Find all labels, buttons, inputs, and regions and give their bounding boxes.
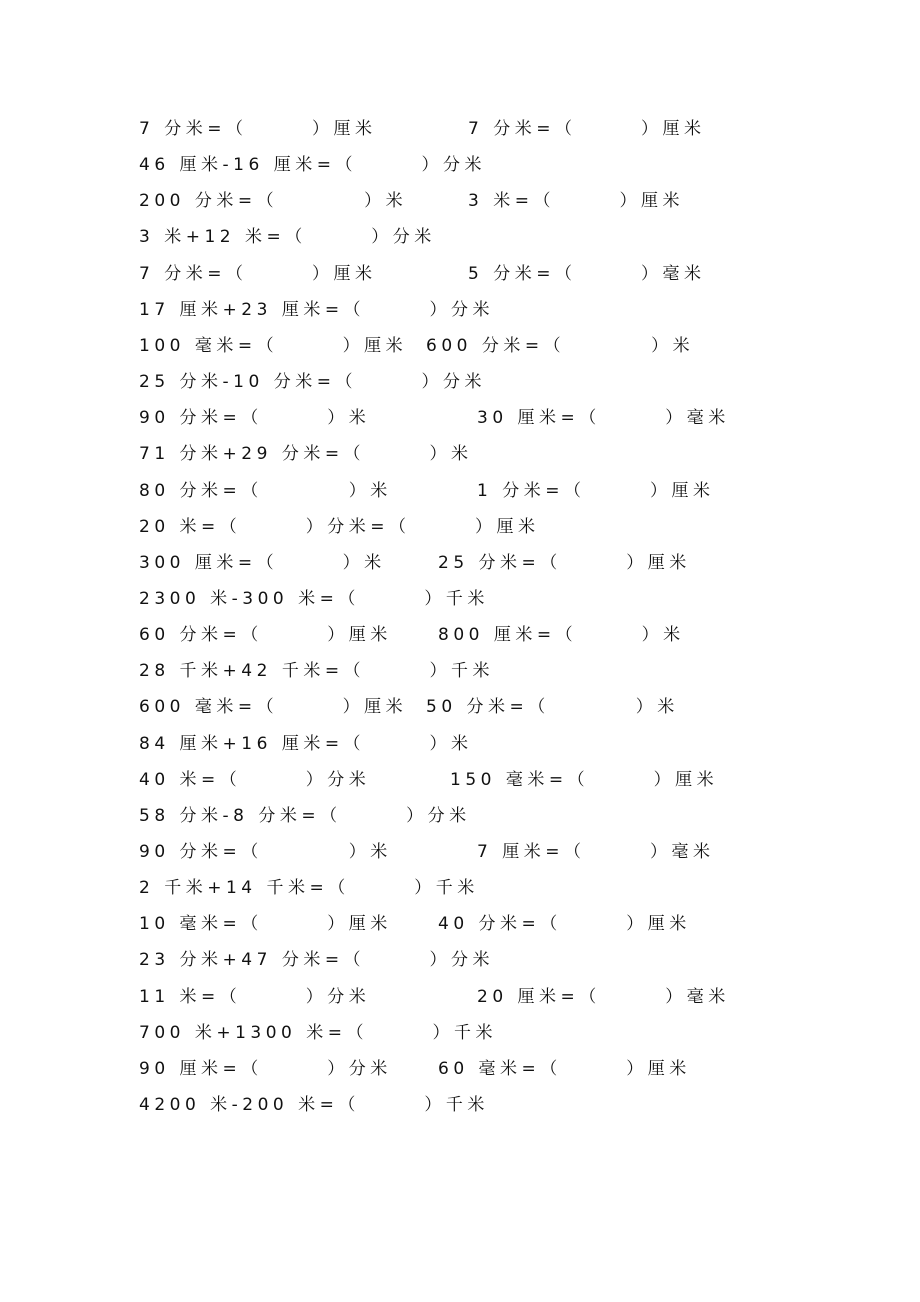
exercise-left: 25 分米-10 分米=（ ）分米	[139, 372, 486, 392]
exercise-line	[0, 947, 920, 977]
exercise-line	[0, 405, 920, 435]
exercise-right: 3 米=（ ）厘米	[468, 191, 684, 212]
exercise-left: 7 分米=（ ）厘米	[139, 263, 377, 284]
exercise-left: 300 厘米=（ ）米	[139, 552, 386, 573]
exercise-line	[0, 224, 920, 254]
exercise-line	[0, 441, 920, 471]
exercise-right: 40 分米=（ ）厘米	[438, 914, 691, 935]
exercise-line	[0, 514, 920, 544]
exercise-right: 1 分米=（ ）厘米	[477, 480, 715, 501]
exercise-line	[0, 152, 920, 182]
exercise-line	[0, 767, 920, 797]
exercise-line	[0, 622, 920, 652]
exercise-line	[0, 297, 920, 327]
exercise-right: 600 分米=（ ）米	[426, 335, 695, 356]
exercise-line	[0, 550, 920, 580]
exercise-left: 20 米=（ ）分米=（ ）厘米	[139, 516, 540, 537]
exercise-right: 30 厘米=（ ）毫米	[477, 408, 730, 429]
exercise-line	[0, 658, 920, 688]
exercise-line	[0, 731, 920, 761]
exercise-left: 23 分米+47 分米=（ ）分米	[139, 950, 495, 971]
exercise-right: 7 分米=（ ）厘米	[468, 119, 706, 139]
exercise-left: 200 分米=（ ）米	[139, 191, 408, 212]
exercise-left: 2 千米+14 千米=（ ）千米	[139, 878, 479, 899]
exercise-line	[0, 839, 920, 869]
exercise-line	[0, 369, 920, 399]
exercise-left: 4200 米-200 米=（ ）千米	[139, 1095, 489, 1115]
exercise-right: 7 厘米=（ ）毫米	[477, 842, 715, 862]
exercise-left: 10 毫米=（ ）厘米	[139, 914, 392, 935]
exercise-left: 700 米+1300 米=（ ）千米	[139, 1022, 498, 1043]
exercise-line	[0, 586, 920, 616]
exercise-line	[0, 694, 920, 724]
exercise-left: 84 厘米+16 厘米=（ ）米	[139, 733, 473, 754]
exercise-left: 80 分米=（ ）米	[139, 480, 392, 501]
exercise-right: 150 毫米=（ ）厘米	[450, 769, 719, 790]
exercise-line	[0, 911, 920, 941]
exercise-left: 90 分米=（ ）米	[139, 408, 371, 429]
exercise-line	[0, 875, 920, 905]
exercise-left: 7 分米=（ ）厘米	[139, 119, 377, 139]
exercise-line	[0, 333, 920, 363]
exercise-left: 46 厘米-16 厘米=（ ）分米	[139, 155, 486, 176]
exercise-left: 90 分米=（ ）米	[139, 842, 392, 862]
exercise-left: 58 分米-8 分米=（ ）分米	[139, 805, 471, 826]
exercise-right: 5 分米=（ ）毫米	[468, 263, 706, 284]
exercise-left: 11 米=（ ）分米	[139, 986, 371, 1007]
exercise-left: 71 分米+29 分米=（ ）米	[139, 444, 473, 465]
exercise-left: 90 厘米=（ ）分米	[139, 1058, 392, 1079]
exercise-line	[0, 1020, 920, 1050]
exercise-left: 600 毫米=（ ）厘米	[139, 697, 408, 718]
exercise-left: 60 分米=（ ）厘米	[139, 625, 392, 646]
exercise-line	[0, 984, 920, 1014]
exercise-left: 100 毫米=（ ）厘米	[139, 335, 408, 356]
exercise-line	[0, 478, 920, 508]
exercise-line	[0, 1056, 920, 1086]
exercise-left: 3 米+12 米=（ ）分米	[139, 227, 436, 248]
exercise-right: 25 分米=（ ）厘米	[438, 552, 691, 573]
exercise-left: 28 千米+42 千米=（ ）千米	[139, 661, 495, 682]
exercise-right: 50 分米=（ ）米	[426, 697, 679, 718]
exercise-left: 2300 米-300 米=（ ）千米	[139, 589, 489, 609]
exercise-right: 60 毫米=（ ）厘米	[438, 1058, 691, 1079]
exercise-right: 20 厘米=（ ）毫米	[477, 986, 730, 1007]
exercise-left: 40 米=（ ）分米	[139, 769, 371, 790]
exercise-right: 800 厘米=（ ）米	[438, 625, 685, 646]
exercise-line	[0, 116, 920, 146]
exercise-line	[0, 1092, 920, 1122]
exercise-line	[0, 261, 920, 291]
exercise-left: 17 厘米+23 厘米=（ ）分米	[139, 299, 495, 320]
exercise-line	[0, 188, 920, 218]
exercise-line	[0, 803, 920, 833]
